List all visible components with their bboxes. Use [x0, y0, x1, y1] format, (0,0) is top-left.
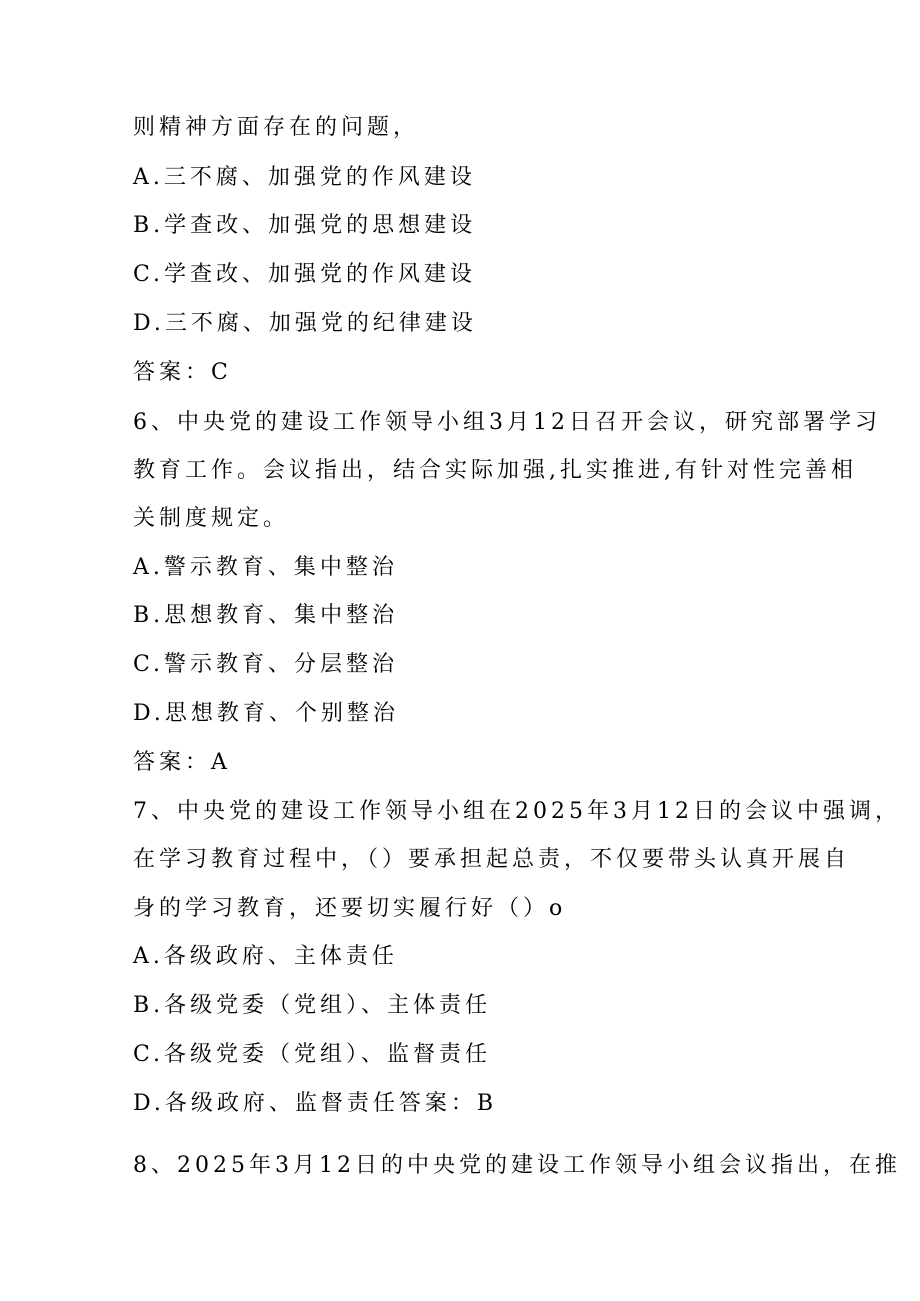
q5-answer: 答案：C — [133, 360, 232, 385]
q7-option-c: C.各级党委（党组）、监督责任 — [133, 1042, 492, 1067]
q6-stem-line-3: 关制度规定。 — [133, 506, 290, 531]
q7-option-d-with-answer: D.各级政府、监督责任答案：B — [133, 1091, 498, 1116]
q7-option-b: B.各级党委（党组）、主体责任 — [133, 993, 492, 1018]
q7-stem-line-1: 7、中央党的建设工作领导小组在2025年3月12日的会议中强调， — [133, 799, 901, 824]
q8-stem-line-1: 8、2025年3月12日的中央党的建设工作领导小组会议指出，在推 — [133, 1153, 901, 1178]
q7-stem-line-3: 身的学习教育，还要切实履行好（）o — [133, 896, 567, 921]
q6-option-b: B.思想教育、集中整治 — [133, 603, 399, 628]
q6-stem-line-2: 教育工作。会议指出，结合实际加强,扎实推进,有针对性完善相 — [133, 458, 857, 483]
q7-option-a: A.各级政府、主体责任 — [133, 944, 398, 969]
q6-stem-line-1: 6、中央党的建设工作领导小组3月12日召开会议，研究部署学习 — [133, 410, 881, 435]
q5-option-d: D.三不腐、加强党的纪律建设 — [133, 311, 477, 336]
q6-option-a: A.警示教育、集中整治 — [133, 555, 398, 580]
q5-option-b: B.学查改、加强党的思想建设 — [133, 213, 477, 238]
q6-answer: 答案：A — [133, 750, 231, 775]
q5-option-c: C.学查改、加强党的作风建设 — [133, 262, 477, 287]
paragraph-continuation: 则精神方面存在的问题， — [133, 115, 420, 140]
q6-option-c: C.警示教育、分层整治 — [133, 652, 399, 677]
q7-stem-line-2: 在学习教育过程中，（）要承担起总责，不仅要带头认真开展自 — [133, 847, 851, 872]
q6-option-d: D.思想教育、个别整治 — [133, 701, 399, 726]
q5-option-a: A.三不腐、加强党的作风建设 — [133, 165, 476, 190]
